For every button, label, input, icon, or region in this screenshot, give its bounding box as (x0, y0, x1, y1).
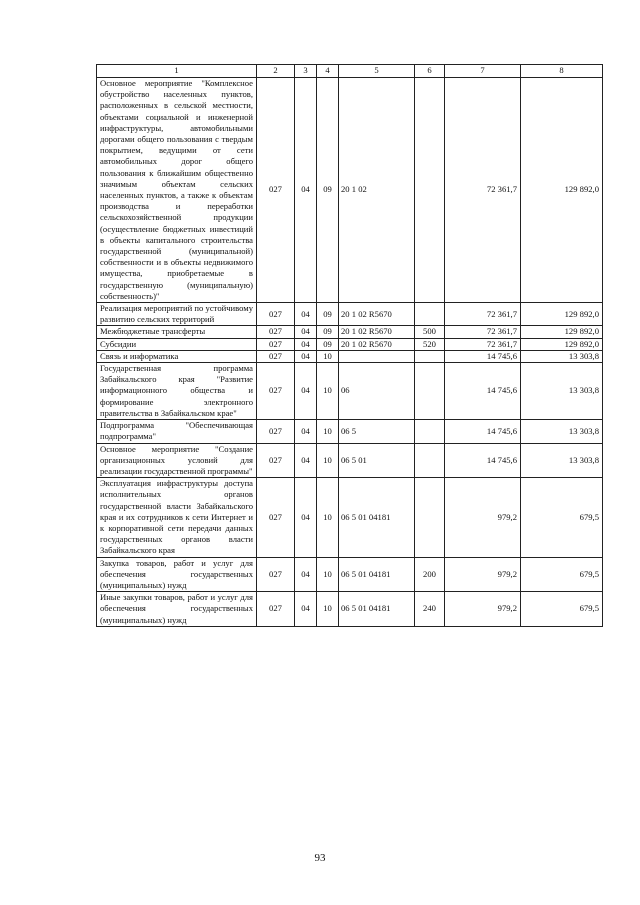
table-row (97, 338, 603, 350)
page-number: 93 (314, 852, 326, 864)
cell-ministry: 027 (257, 338, 295, 350)
cell-amount-1: 979,2 (445, 478, 521, 557)
cell-target-code: 06 5 (339, 420, 415, 443)
table-row (97, 592, 603, 627)
header-cell-4: 4 (317, 65, 339, 78)
header-cell-8: 8 (521, 65, 603, 78)
cell-amount-2: 13 303,8 (521, 420, 603, 443)
cell-subsection: 10 (317, 557, 339, 592)
cell-ministry: 027 (257, 420, 295, 443)
cell-amount-1: 14 745,6 (445, 363, 521, 420)
cell-target-code: 20 1 02 R5670 (339, 338, 415, 350)
cell-section: 04 (295, 478, 317, 557)
cell-expense-type: 240 (415, 592, 445, 627)
cell-target-code (339, 350, 415, 362)
cell-amount-2: 679,5 (521, 478, 603, 557)
header-cell-5: 5 (339, 65, 415, 78)
header-cell-3: 3 (295, 65, 317, 78)
row-name: Межбюджетные трансферты (97, 326, 257, 338)
cell-amount-1: 72 361,7 (445, 78, 521, 303)
cell-section: 04 (295, 592, 317, 627)
cell-subsection: 09 (317, 326, 339, 338)
cell-amount-1: 14 745,6 (445, 350, 521, 362)
cell-subsection: 10 (317, 363, 339, 420)
row-name: Субсидии (97, 338, 257, 350)
cell-subsection: 09 (317, 338, 339, 350)
header-cell-6: 6 (415, 65, 445, 78)
cell-target-code: 20 1 02 R5670 (339, 326, 415, 338)
cell-expense-type: 520 (415, 338, 445, 350)
cell-amount-2: 129 892,0 (521, 326, 603, 338)
cell-subsection: 10 (317, 592, 339, 627)
cell-expense-type (415, 443, 445, 478)
cell-amount-1: 979,2 (445, 592, 521, 627)
cell-amount-1: 72 361,7 (445, 303, 521, 326)
cell-target-code: 06 5 01 04181 (339, 592, 415, 627)
cell-ministry: 027 (257, 78, 295, 303)
cell-expense-type (415, 350, 445, 362)
cell-section: 04 (295, 303, 317, 326)
header-cell-1: 1 (97, 65, 257, 78)
cell-subsection: 10 (317, 443, 339, 478)
cell-amount-1: 72 361,7 (445, 326, 521, 338)
cell-ministry: 027 (257, 303, 295, 326)
cell-target-code: 06 5 01 04181 (339, 557, 415, 592)
table-row (97, 303, 603, 326)
row-name: Связь и информатика (97, 350, 257, 362)
cell-expense-type (415, 478, 445, 557)
cell-expense-type: 200 (415, 557, 445, 592)
row-name: Государственная программа Забайкальского края "Развитие информационного общества и формирование электронного правительства в Забайкальском крае" (97, 363, 257, 420)
cell-amount-2: 13 303,8 (521, 363, 603, 420)
row-name: Иные закупки товаров, работ и услуг для обеспечения государственных (муниципальных) нужд (97, 592, 257, 627)
cell-amount-2: 129 892,0 (521, 338, 603, 350)
cell-amount-1: 979,2 (445, 557, 521, 592)
cell-ministry: 027 (257, 326, 295, 338)
cell-ministry: 027 (257, 557, 295, 592)
table-row (97, 443, 603, 478)
table-row (97, 557, 603, 592)
cell-section: 04 (295, 338, 317, 350)
row-name: Эксплуатация инфраструктуры доступа исполнительных органов государственной власти Забайкальского края и их сотрудников к сети Интернет и к корпоративной сети передачи данных государственных органов власти Забайкальского края (97, 478, 257, 557)
budget-table (96, 64, 603, 627)
cell-ministry: 027 (257, 592, 295, 627)
cell-ministry: 027 (257, 443, 295, 478)
cell-expense-type: 500 (415, 326, 445, 338)
cell-section: 04 (295, 443, 317, 478)
cell-expense-type (415, 78, 445, 303)
cell-expense-type (415, 363, 445, 420)
cell-ministry: 027 (257, 478, 295, 557)
row-name: Реализация мероприятий по устойчивому развитию сельских территорий (97, 303, 257, 326)
cell-section: 04 (295, 420, 317, 443)
table-row (97, 350, 603, 362)
cell-amount-1: 14 745,6 (445, 420, 521, 443)
header-cell-7: 7 (445, 65, 521, 78)
cell-amount-2: 679,5 (521, 592, 603, 627)
cell-target-code: 06 5 01 04181 (339, 478, 415, 557)
table-row (97, 363, 603, 420)
cell-amount-1: 72 361,7 (445, 338, 521, 350)
cell-section: 04 (295, 350, 317, 362)
row-name: Закупка товаров, работ и услуг для обеспечения государственных (муниципальных) нужд (97, 557, 257, 592)
row-name: Основное мероприятие "Комплексное обустройство населенных пунктов, расположенных в сельской местности, объектами социальной и инженерной инфраструктуры, автомобильными дорогами общего пользования с твердым покрытием, ведущими от сети автомобильных дорог общего пользования к ближайшим общественно значимым объектам сельских населенных пунктов, а также к объектам производства и переработки сельскохозяйственной продукции (осуществление бюджетных инвестиций в объекты капитального строительства государственной (муниципальной) собственности и в объекты недвижимого имущества, приобретаемые в государственную (муниципальную) собственность)" (97, 78, 257, 303)
cell-amount-2: 13 303,8 (521, 350, 603, 362)
cell-amount-2: 679,5 (521, 557, 603, 592)
table-row (97, 326, 603, 338)
header-cell-2: 2 (257, 65, 295, 78)
cell-expense-type (415, 420, 445, 443)
budget-table-sheet (96, 64, 602, 627)
cell-amount-1: 14 745,6 (445, 443, 521, 478)
cell-target-code: 20 1 02 (339, 78, 415, 303)
cell-target-code: 20 1 02 R5670 (339, 303, 415, 326)
cell-target-code: 06 5 01 (339, 443, 415, 478)
cell-section: 04 (295, 78, 317, 303)
cell-section: 04 (295, 363, 317, 420)
cell-amount-2: 129 892,0 (521, 78, 603, 303)
cell-expense-type (415, 303, 445, 326)
row-name: Основное мероприятие "Создание организационных условий для реализации государственной программы" (97, 443, 257, 478)
cell-subsection: 09 (317, 303, 339, 326)
cell-subsection: 09 (317, 78, 339, 303)
cell-subsection: 10 (317, 478, 339, 557)
table-row (97, 420, 603, 443)
cell-subsection: 10 (317, 350, 339, 362)
cell-target-code: 06 (339, 363, 415, 420)
row-name: Подпрограмма "Обеспечивающая подпрограмма" (97, 420, 257, 443)
cell-subsection: 10 (317, 420, 339, 443)
cell-amount-2: 13 303,8 (521, 443, 603, 478)
table-row (97, 78, 603, 303)
cell-section: 04 (295, 326, 317, 338)
cell-ministry: 027 (257, 363, 295, 420)
cell-amount-2: 129 892,0 (521, 303, 603, 326)
header-row (97, 65, 603, 78)
table-row (97, 478, 603, 557)
cell-ministry: 027 (257, 350, 295, 362)
cell-section: 04 (295, 557, 317, 592)
